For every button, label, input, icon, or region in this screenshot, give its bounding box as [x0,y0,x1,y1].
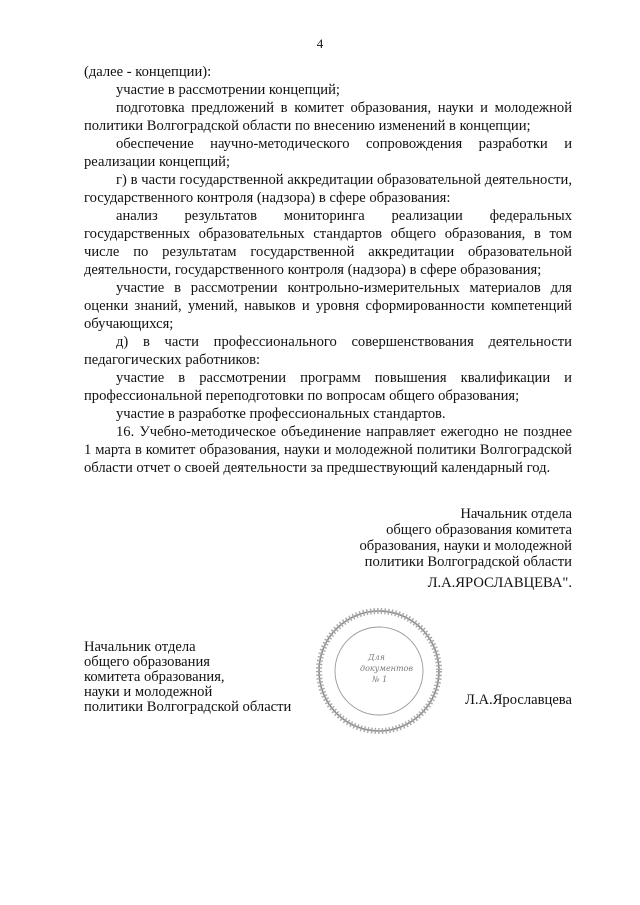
paragraph: участие в рассмотрении контрольно-измерительных материалов для оценки знаний, умений, навыков и уровня сформированности компетенций обучающихся; [84,280,572,332]
signature-name: Л.А.ЯРОСЛАВЦЕВА". [427,575,572,591]
stamp-line: документов [360,664,413,673]
paragraph: д) в части профессионального совершенствования деятельности педагогических работников: [84,334,572,368]
footer-position-line: Начальник отдела [84,639,196,655]
footer-position [84,640,291,715]
footer-name: Л.А.Ярославцева [464,692,572,708]
page-number: 4 [316,36,324,51]
stamp-line: Для [368,653,385,662]
footer-position-line: политики Волгоградской области [84,699,292,715]
body-text [84,63,572,477]
paragraph: 16. Учебно-методическое объединение направляет ежегодно не позднее 1 марта в комитет образования, науки и молодежной политики Волгоградской области отчет о своей деятельности за предшествующий календарный год. [84,424,572,476]
paragraph: участие в разработке профессиональных стандартов. [116,406,446,422]
signature-position-line: образования, науки и молодежной [359,538,572,554]
signature-position [359,506,572,570]
signature-position-line: политики Волгоградской области [364,554,572,570]
stamp-line: № 1 [372,675,388,684]
footer-position-line: общего образования [84,654,210,670]
paragraph: (далее - концепции): [84,64,212,80]
paragraph: участие в рассмотрении программ повышения квалификации и профессиональной переподготовки по вопросам общего образования; [84,370,572,404]
paragraph: г) в части государственной аккредитации образовательной деятельности, государственного контроля (надзора) в сфере образования: [84,172,572,206]
official-stamp [316,608,442,734]
footer-position-line: комитета образования, [84,669,225,685]
paragraph: участие в рассмотрении концепций; [116,82,340,98]
paragraph: обеспечение научно-методического сопровождения разработки и реализации концепций; [84,136,572,170]
footer-position-line: науки и молодежной [84,684,213,700]
paragraph: подготовка предложений в комитет образования, науки и молодежной политики Волгоградской области по внесению изменений в концепции; [84,100,572,134]
paragraph: анализ результатов мониторинга реализации федеральных государственных образовательных стандартов общего образования, в том числе по результатам государственной аккредитации образовательной деятельности, государственного контроля (надзора) в сфере образования; [84,208,572,278]
signature-position-line: общего образования комитета [386,522,572,538]
signature-position-line: Начальник отдела [460,506,572,522]
